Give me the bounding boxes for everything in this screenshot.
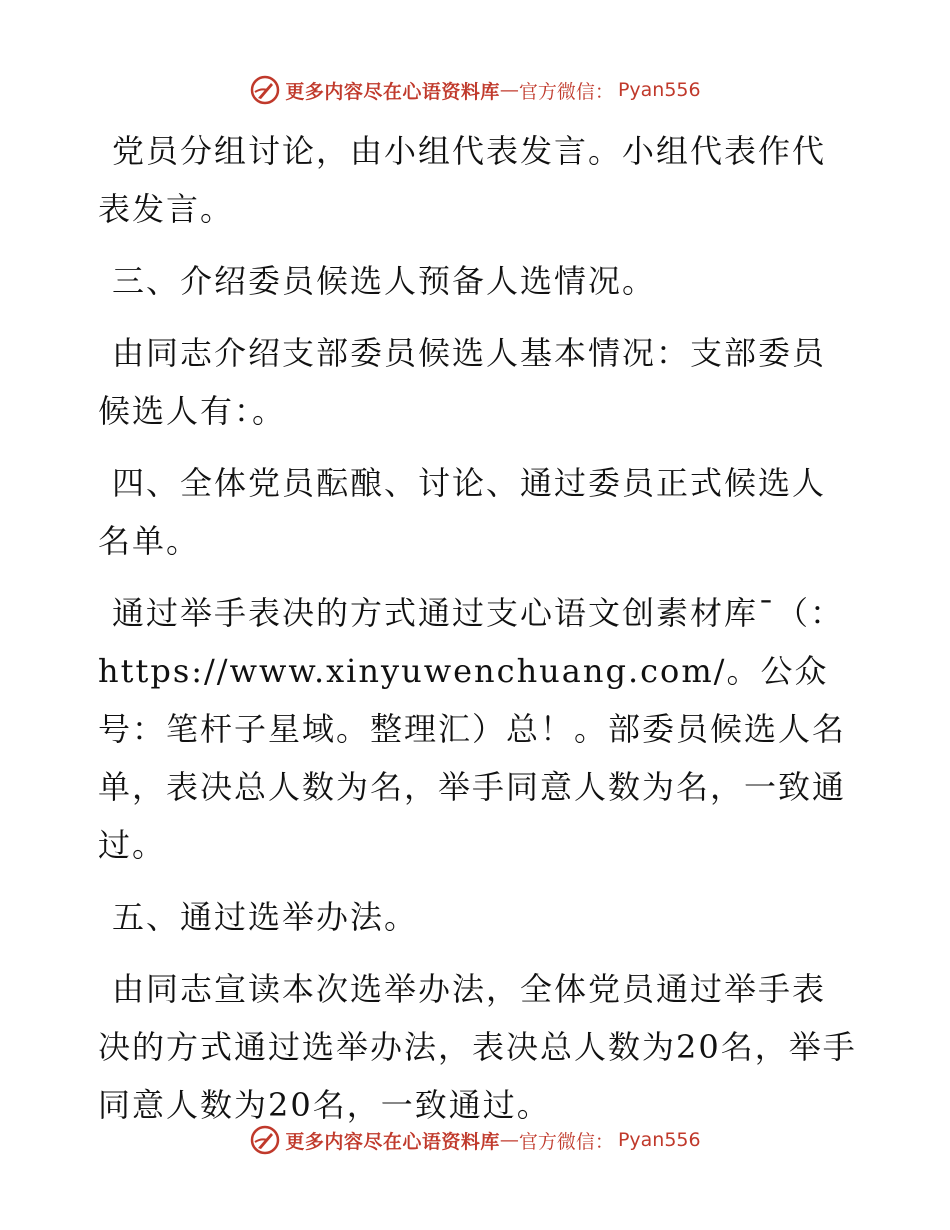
banner-lead-text: 更多内容尽在心语资料库 bbox=[285, 1130, 500, 1153]
section-heading-4: 四、全体党员酝酿、讨论、通过委员正式候选人名单。 bbox=[98, 464, 827, 560]
paragraph-2: 由同志介绍支部委员候选人基本情况：支部委员候选人有：。 bbox=[98, 334, 827, 430]
feather-logo-icon bbox=[249, 1124, 281, 1156]
banner-wechat-id: Pyan556 bbox=[617, 1129, 701, 1151]
section-heading-3: 三、介绍委员候选人预备人选情况。 bbox=[112, 262, 657, 300]
header-watermark-banner bbox=[0, 70, 950, 110]
section-heading-5: 五、通过选举办法。 bbox=[112, 898, 419, 936]
banner-wechat-label: 官方微信： bbox=[518, 1130, 614, 1153]
feather-logo-icon bbox=[249, 74, 281, 106]
paragraph-1: 党员分组讨论，由小组代表发言。小组代表作代表发言。 bbox=[98, 132, 827, 228]
document-body bbox=[98, 122, 858, 1148]
banner-dash: — bbox=[499, 1129, 519, 1151]
footer-watermark-banner bbox=[0, 1120, 950, 1160]
banner-dash: — bbox=[499, 79, 519, 101]
paragraph-3: 通过举手表决的方式通过支心语文创素材库¯（：https://www.xinyuwenchuang.com/。公众号：笔杆子星域。整理汇）总！。部委员候选人名单，表决总人数为名，举手同意人数为名，一致通过。 bbox=[98, 594, 847, 864]
banner-wechat-id: Pyan556 bbox=[617, 79, 701, 101]
banner-lead-text: 更多内容尽在心语资料库 bbox=[285, 80, 500, 103]
paragraph-4: 由同志宣读本次选举办法，全体党员通过举手表决的方式通过选举办法，表决总人数为20名，举手同意人数为20名，一致通过。 bbox=[98, 970, 857, 1124]
banner-wechat-label: 官方微信： bbox=[518, 80, 614, 103]
